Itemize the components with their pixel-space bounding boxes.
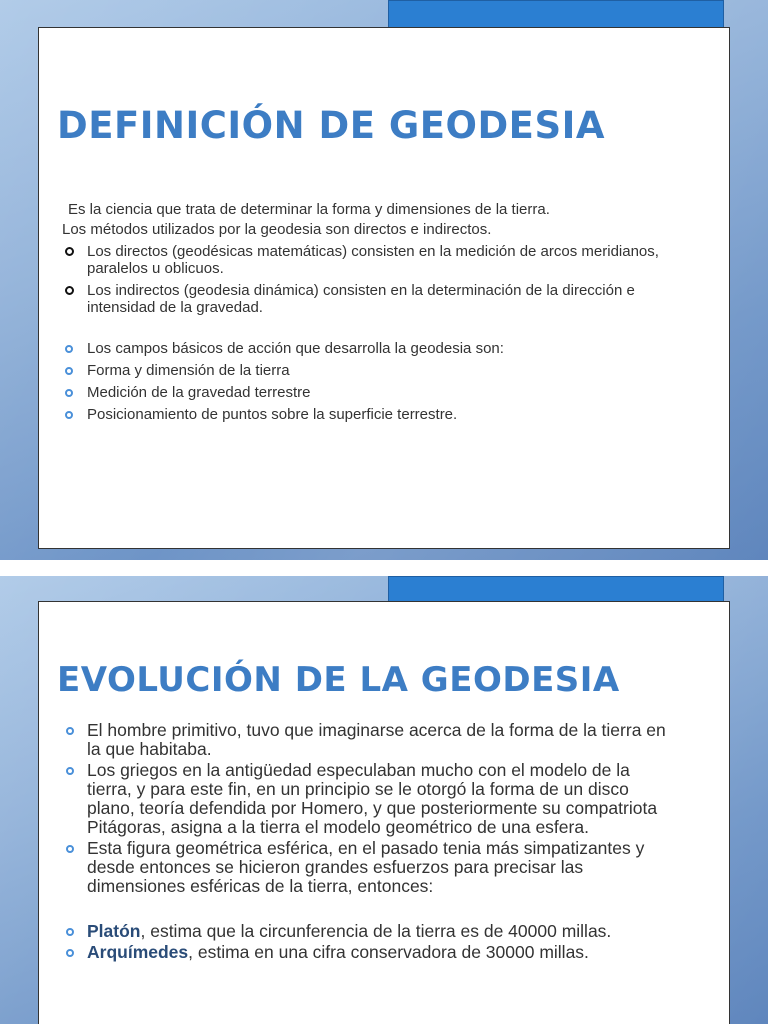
slide-evolucion (0, 576, 768, 1024)
list-item (62, 922, 672, 941)
list-item: Los directos (geodésicas matemáticas) consisten en la medición de arcos meridianos, paralelos u oblicuos. (62, 243, 662, 277)
bullet-icon (66, 845, 74, 853)
methods-list (62, 243, 662, 316)
list-item: Esta figura geométrica esférica, en el pasado tenia más simpatizantes y desde entonces se hicieron grandes esfuerzos para precisar las dimensiones esféricas de la tierra, entonces: (62, 839, 672, 896)
platon-name: Platón (87, 921, 141, 941)
slide-body (62, 721, 672, 964)
methods-intro: Los métodos utilizados por la geodesia son directos e indirectos. (62, 221, 492, 238)
bullet-icon (65, 411, 73, 419)
list-item: El hombre primitivo, tuvo que imaginarse acerca de la forma de la tierra en la que habitaba. (62, 721, 672, 759)
bullet-icon (65, 345, 73, 353)
list-item: Los campos básicos de acción que desarrolla la geodesia son: (62, 340, 662, 357)
slide-body (62, 201, 662, 423)
intro-paragraph: Es la ciencia que trata de determinar la forma y dimensiones de la tierra. (68, 201, 550, 218)
bullet-icon (65, 247, 74, 256)
fields-list (62, 340, 662, 423)
list-item: Forma y dimensión de la tierra (62, 362, 662, 379)
slide-separator (0, 560, 768, 576)
bullet-icon (66, 928, 74, 936)
bullet-icon (65, 367, 73, 375)
list-item: Los indirectos (geodesia dinámica) consisten en la determinación de la dirección e intensidad de la gravedad. (62, 282, 662, 316)
bullet-icon (66, 767, 74, 775)
slide-title: EVOLUCIÓN DE LA GEODESIA (57, 660, 620, 700)
platon-text: , estima que la circunferencia de la tierra es de 40000 millas. (140, 921, 612, 941)
list-item: Posicionamiento de puntos sobre la superficie terrestre. (62, 406, 662, 423)
slide-title: DEFINICIÓN DE GEODESIA (57, 104, 605, 147)
bullet-icon (66, 727, 74, 735)
list-item: Los griegos en la antigüedad especulaban mucho con el modelo de la tierra, y para este fin, en un principio se le otorgó la forma de un disco plano, teoría defendida por Homero, y que posteriormente su compatriota Pitágoras, asigna a la tierra el modelo geométrico de una esfera. (62, 761, 672, 837)
bullet-icon (66, 949, 74, 957)
bullet-icon (65, 286, 74, 295)
list-item (62, 943, 672, 962)
arquimedes-text: , estima en una cifra conservadora de 30000 millas. (188, 942, 589, 962)
list-item: Medición de la gravedad terrestre (62, 384, 662, 401)
arquimedes-name: Arquímedes (87, 942, 189, 962)
evolution-list (62, 721, 672, 962)
bullet-icon (65, 389, 73, 397)
